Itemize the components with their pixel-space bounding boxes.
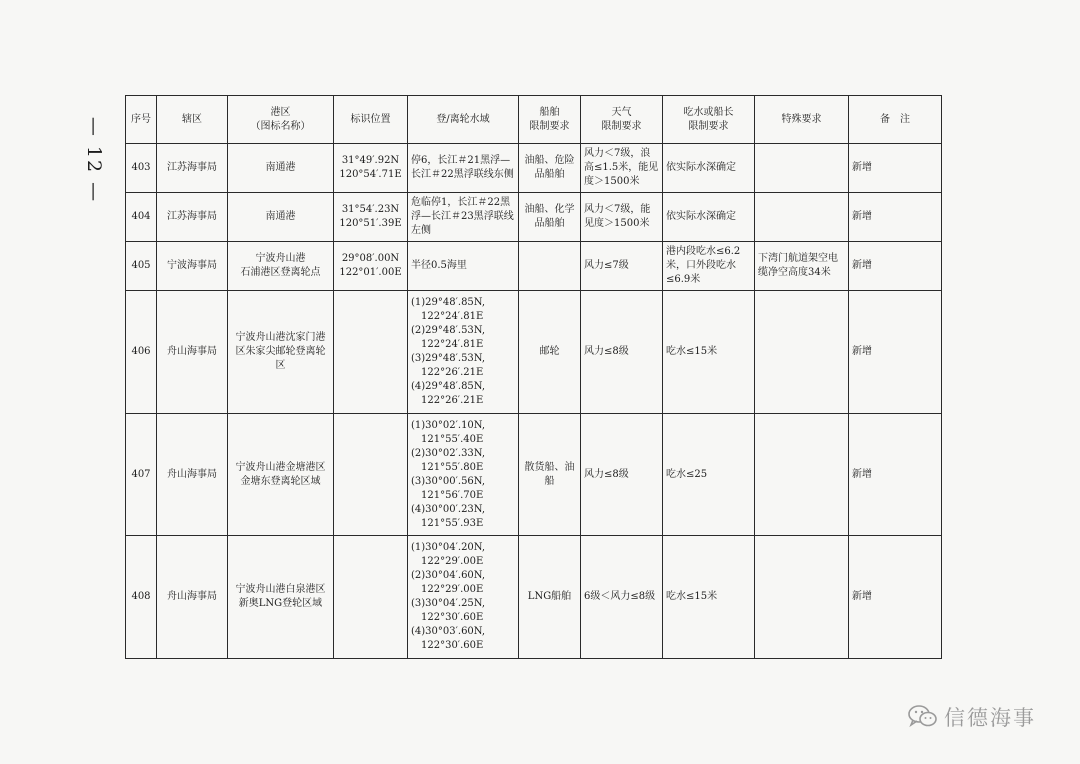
header-waters: 登/离轮水域 xyxy=(408,96,519,144)
cell-special xyxy=(755,291,849,414)
cell-note: 新增 xyxy=(849,291,942,414)
wechat-icon xyxy=(908,704,938,730)
cell-weather: 风力≤8级 xyxy=(581,414,663,536)
cell-port: 宁波舟山港白泉港区新奥LNG登轮区域 xyxy=(228,536,334,659)
header-draft: 吃水或船长 限制要求 xyxy=(663,96,755,144)
cell-draft: 港内段吃水≤6.2米，口外段吃水≤6.9米 xyxy=(663,242,755,291)
cell-ship: LNG船舶 xyxy=(519,536,581,659)
header-position: 标识位置 xyxy=(334,96,408,144)
cell-note: 新增 xyxy=(849,144,942,193)
header-bureau: 辖区 xyxy=(157,96,228,144)
cell-bureau: 舟山海事局 xyxy=(157,291,228,414)
header-note: 备 注 xyxy=(849,96,942,144)
header-ship: 船舶 限制要求 xyxy=(519,96,581,144)
cell-special xyxy=(755,193,849,242)
cell-no: 408 xyxy=(126,536,157,659)
cell-bureau: 江苏海事局 xyxy=(157,193,228,242)
page-number: — 12 — xyxy=(83,116,106,204)
maritime-boarding-table xyxy=(125,95,942,659)
header-weather: 天气 限制要求 xyxy=(581,96,663,144)
cell-no: 405 xyxy=(126,242,157,291)
watermark xyxy=(908,700,1036,734)
cell-waters: (1)30°04′.20N, 122°29′.00E (2)30°04′.60N, 122°29′.00E (3)30°04′.25N, 122°30′.60E (4)30°03′.60N, 122°30′.60E xyxy=(408,536,519,659)
cell-position: 31°54′.23N 120°51′.39E xyxy=(334,193,408,242)
header-no: 序号 xyxy=(126,96,157,144)
cell-note: 新增 xyxy=(849,193,942,242)
cell-weather: 风力≤8级 xyxy=(581,291,663,414)
table-row xyxy=(126,414,942,536)
cell-no: 404 xyxy=(126,193,157,242)
cell-position xyxy=(334,291,408,414)
cell-ship: 邮轮 xyxy=(519,291,581,414)
table-row xyxy=(126,242,942,291)
watermark-text: 信德海事 xyxy=(944,706,1036,730)
cell-draft: 吃水≤15米 xyxy=(663,536,755,659)
cell-no: 407 xyxy=(126,414,157,536)
header-special: 特殊要求 xyxy=(755,96,849,144)
cell-special xyxy=(755,536,849,659)
cell-weather: 风力＜7级，能见度＞1500米 xyxy=(581,193,663,242)
cell-no: 403 xyxy=(126,144,157,193)
cell-weather: 风力≤7级 xyxy=(581,242,663,291)
cell-ship: 散货船、油船 xyxy=(519,414,581,536)
table-row xyxy=(126,193,942,242)
cell-no: 406 xyxy=(126,291,157,414)
cell-bureau: 舟山海事局 xyxy=(157,536,228,659)
cell-position xyxy=(334,414,408,536)
cell-ship xyxy=(519,242,581,291)
table-row xyxy=(126,144,942,193)
cell-bureau: 舟山海事局 xyxy=(157,414,228,536)
cell-draft: 依实际水深确定 xyxy=(663,144,755,193)
cell-special xyxy=(755,144,849,193)
cell-weather: 风力＜7级，浪高≤1.5米，能见度＞1500米 xyxy=(581,144,663,193)
cell-waters: 半径0.5海里 xyxy=(408,242,519,291)
cell-note: 新增 xyxy=(849,414,942,536)
header-port: 港区 （图标名称） xyxy=(228,96,334,144)
cell-port: 南通港 xyxy=(228,193,334,242)
cell-position xyxy=(334,536,408,659)
cell-waters: 危临停1，长江＃22黑浮—长江＃23黑浮联线左侧 xyxy=(408,193,519,242)
cell-position: 29°08′.00N 122°01′.00E xyxy=(334,242,408,291)
cell-port: 宁波舟山港沈家门港区朱家尖邮轮登离轮区 xyxy=(228,291,334,414)
cell-draft: 依实际水深确定 xyxy=(663,193,755,242)
cell-bureau: 江苏海事局 xyxy=(157,144,228,193)
cell-note: 新增 xyxy=(849,242,942,291)
cell-special: 下湾门航道架空电缆净空高度34米 xyxy=(755,242,849,291)
cell-waters: (1)29°48′.85N, 122°24′.81E (2)29°48′.53N, 122°24′.81E (3)29°48′.53N, 122°26′.21E (4)29°48′.85N, 122°26′.21E xyxy=(408,291,519,414)
cell-port: 宁波舟山港 石浦港区登离轮点 xyxy=(228,242,334,291)
cell-special xyxy=(755,414,849,536)
cell-note: 新增 xyxy=(849,536,942,659)
cell-weather: 6级＜风力≤8级 xyxy=(581,536,663,659)
cell-port: 南通港 xyxy=(228,144,334,193)
cell-draft: 吃水≤25 xyxy=(663,414,755,536)
cell-waters: 停6，长江＃21黑浮—长江＃22黑浮联线东侧 xyxy=(408,144,519,193)
cell-port: 宁波舟山港金塘港区金塘东登离轮区域 xyxy=(228,414,334,536)
cell-ship: 油船、危险品船舶 xyxy=(519,144,581,193)
cell-waters: (1)30°02′.10N, 121°55′.40E (2)30°02′.33N, 121°55′.80E (3)30°00′.56N, 121°56′.70E (4)30°00′.23N, 121°55′.93E xyxy=(408,414,519,536)
table-row xyxy=(126,291,942,414)
cell-draft: 吃水≤15米 xyxy=(663,291,755,414)
cell-position: 31°49′.92N 120°54′.71E xyxy=(334,144,408,193)
cell-bureau: 宁波海事局 xyxy=(157,242,228,291)
table-row xyxy=(126,536,942,659)
table-header-row xyxy=(126,96,942,144)
cell-ship: 油船、化学品船舶 xyxy=(519,193,581,242)
